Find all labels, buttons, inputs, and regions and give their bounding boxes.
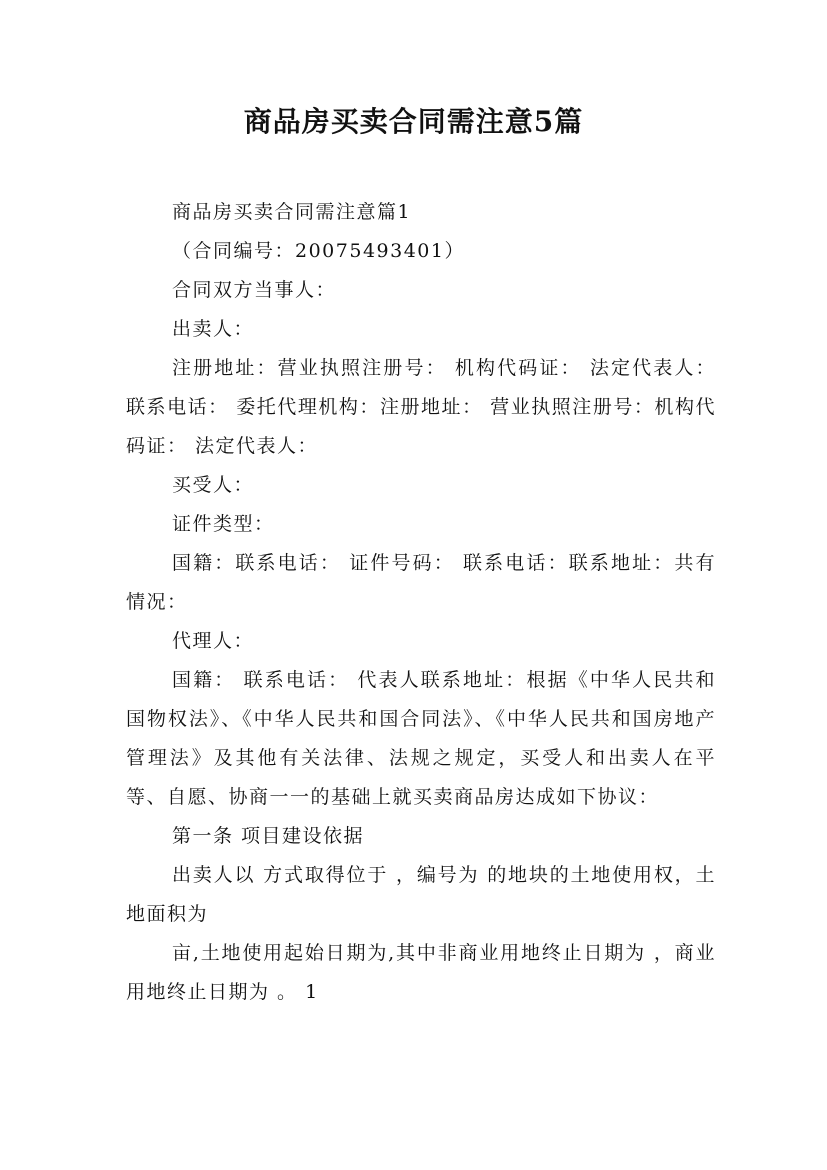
article-one-heading: 第一条 项目建设依据: [172, 825, 365, 847]
land-use-dates-text: 亩,土地使用起始日期为,其中非商业用地终止日期为 ，商业用地终止日期为 。 1: [126, 942, 716, 1003]
buyer-label: 买受人：: [172, 474, 255, 496]
contract-number: （合同编号：20075493401）: [172, 240, 465, 262]
section-heading: 商品房买卖合同需注意篇1: [172, 201, 412, 223]
document-title: 商品房买卖合同需注意5篇: [243, 105, 584, 138]
article-one-text: 出卖人以 方式取得位于 ，编号为 的地块的土地使用权，土地面积为: [126, 864, 716, 925]
seller-details: 注册地址：营业执照注册号： 机构代码证： 法定代表人： 联系电话： 委托代理机构：注册地址： 营业执照注册号：机构代码证： 法定代表人：: [126, 357, 716, 457]
agent-details-and-preamble: 国籍： 联系电话： 代表人联系地址：根据《中华人民共和国物权法》、《中华人民共和国合同法》、《中华人民共和国房地产管理法》及其他有关法律、法规之规定，买受人和出卖人在平等、自愿、协商一一的基础上就买卖商品房达成如下协议：: [126, 669, 716, 808]
parties-heading: 合同双方当事人：: [172, 279, 337, 301]
buyer-details: 国籍：联系电话： 证件号码： 联系电话：联系地址：共有情况：: [126, 552, 716, 613]
agent-label: 代理人：: [172, 630, 255, 652]
seller-label: 出卖人：: [172, 318, 255, 340]
id-type-label: 证件类型：: [172, 513, 275, 535]
document-body: [126, 193, 716, 1012]
